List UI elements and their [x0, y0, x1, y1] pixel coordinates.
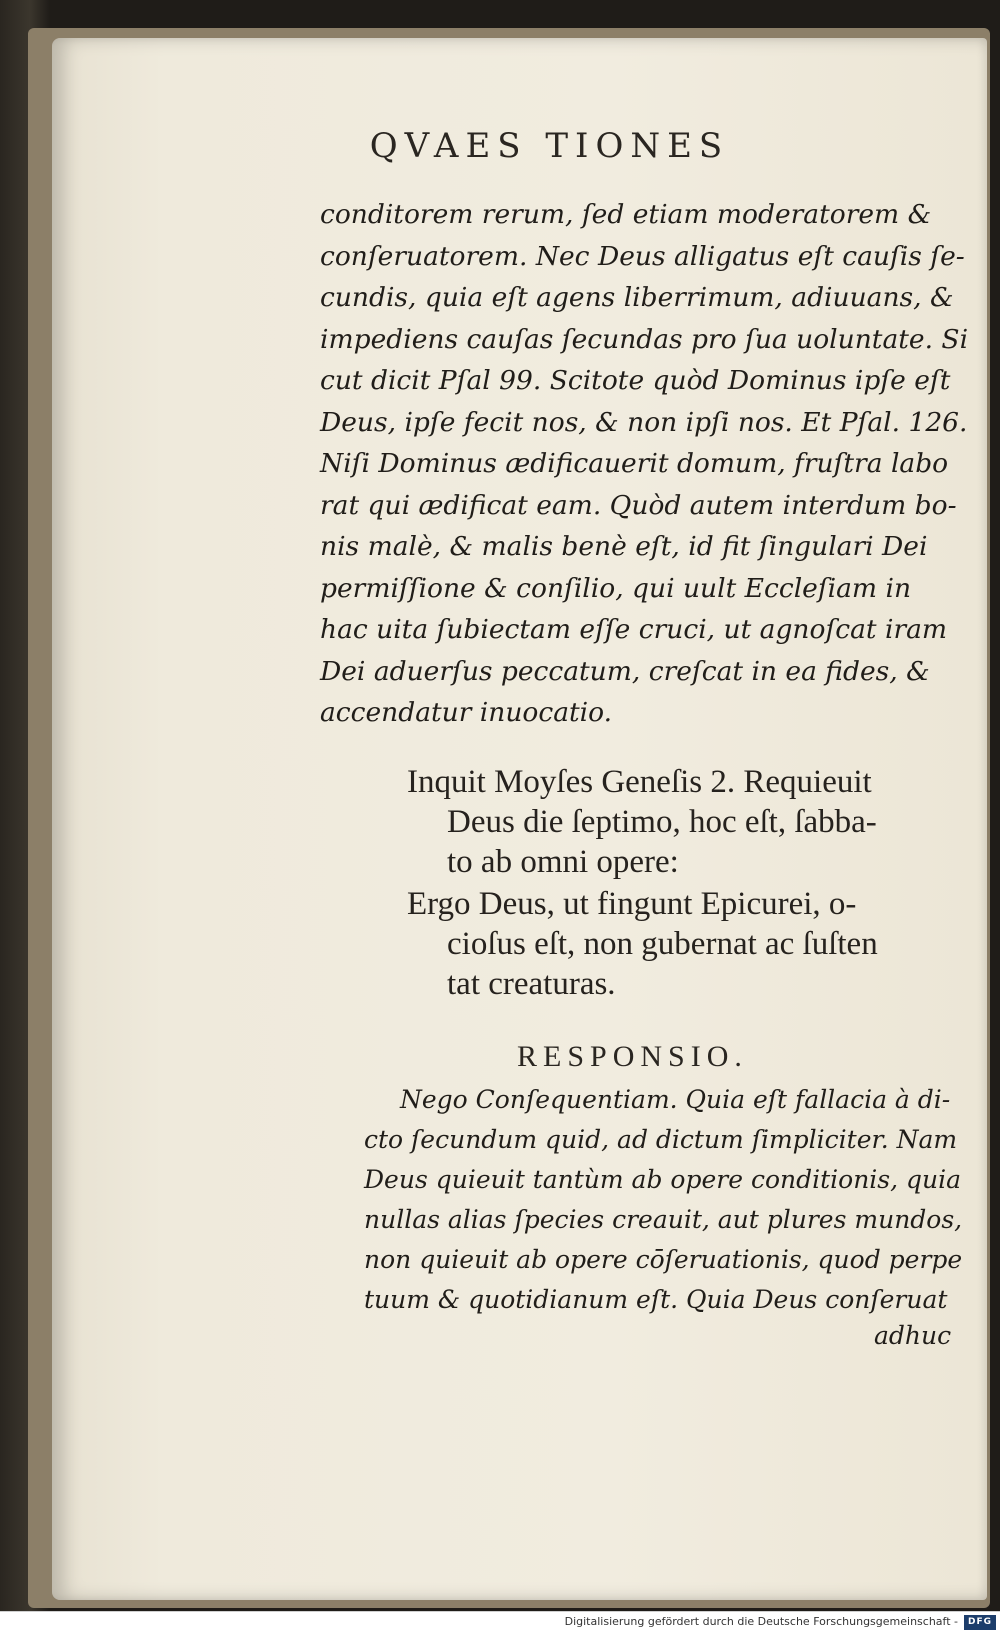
text-line: cundis, quia eſt agens liberrimum, adiuuans, &	[320, 282, 954, 313]
argument-line: Ergo Deus, ut fingunt Epicurei, o-	[407, 886, 857, 922]
text-line: conſeruatorem. Nec Deus alligatus eſt cauſis ſe-	[320, 240, 965, 272]
argument-line: Deus die ſeptimo, hoc eſt, ſabba-	[447, 804, 877, 840]
text-line: accendatur inuocatio.	[320, 697, 613, 728]
text-line: cut dicit Pſal 99. Scitote quòd Dominus ipſe eſt	[320, 365, 951, 396]
text-line: Dei aduerſus peccatum, creſcat in ea fides, &	[320, 655, 930, 687]
text-line: Deus quieuit tantùm ab opere conditionis, quia	[364, 1165, 962, 1194]
text-line: nullas alias ſpecies creauit, aut plures mundos,	[364, 1205, 963, 1234]
text-line: tuum & quotidianum eſt. Quia Deus conſeruat	[364, 1285, 948, 1314]
running-head: QVAES TIONES	[369, 126, 730, 166]
book-page	[52, 38, 987, 1600]
text-line: rat qui ædificat eam. Quòd autem interdum bo-	[320, 489, 957, 521]
text-line: Nego Conſequentiam. Quia eſt fallacia à di-	[400, 1085, 951, 1114]
argument-line: cioſus eſt, non gubernat ac ſuſten	[447, 926, 878, 962]
text-line: hac uita ſubiectam eſſe cruci, ut agnoſcat iram	[320, 614, 948, 645]
dfg-logo: DFG	[964, 1615, 996, 1630]
section-heading: RESPONSIO.	[517, 1040, 748, 1073]
text-line: cto ſecundum quid, ad dictum ſimpliciter. Nam	[364, 1125, 958, 1154]
text-line: conditorem rerum, ſed etiam moderatorem &	[320, 199, 932, 230]
argument-block	[407, 762, 1000, 1004]
text-line: impediens cauſas ſecundas pro ſua uoluntate. Si	[320, 323, 969, 355]
paragraph-response	[364, 1080, 984, 1320]
text-line: non quieuit ab opere cōſeruationis, quod perpe	[364, 1245, 963, 1274]
text-line: Deus, ipſe fecit nos, & non ipſi nos. Et Pſal. 126.	[320, 406, 968, 438]
text-line: nis malè, & malis benè eſt, id fit ſingulari Dei	[320, 531, 928, 562]
text-line: Niſi Dominus ædificauerit domum, fruſtra labo	[320, 448, 949, 479]
footer-credit: Digitalisierung gefördert durch die Deutsche Forschungsgemeinschaft -	[564, 1615, 958, 1628]
paragraph-main	[320, 194, 980, 734]
footer-bar	[0, 1611, 1000, 1635]
catchword: adhuc	[874, 1321, 952, 1350]
argument-line: to ab omni opere:	[447, 844, 679, 880]
argument-line: Inquit Moyſes Geneſis 2. Requieuit	[407, 764, 872, 800]
argument-line: tat creaturas.	[447, 966, 616, 1002]
text-line: permiſſione & conſilio, qui uult Eccleſiam in	[320, 572, 912, 604]
